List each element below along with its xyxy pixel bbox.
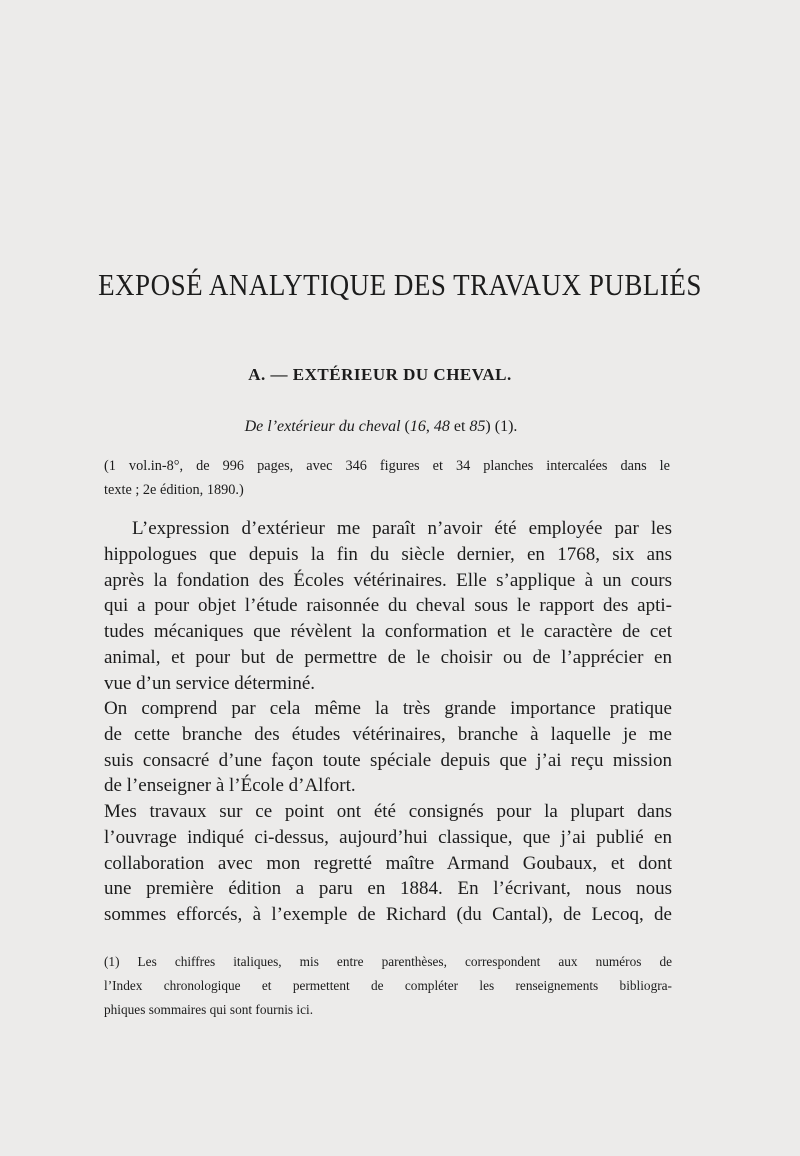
- text-line: sommes efforcés, à l’exemple de Richard (du Cantal), de Lecoq, de: [104, 904, 672, 926]
- text-line: On comprend par cela même la très grande importance pratique: [104, 698, 672, 719]
- footnote: [104, 950, 672, 1022]
- ref-number: 48: [433, 418, 450, 435]
- text-line: L’expression d’extérieur me paraît n’avoir été employée par les: [132, 518, 672, 539]
- text-line: qui a pour objet l’étude raisonnée du cheval sous le rapport des apti-: [104, 595, 672, 617]
- footnote-line: l’Index chronologique et permettent de compléter les renseignements bibliogra-: [104, 978, 672, 993]
- text-line: Mes travaux sur ce point ont été consignés pour la plupart dans: [104, 801, 672, 822]
- work-title-text: De l’extérieur du cheval: [244, 418, 401, 435]
- text-line: l’ouvrage indiqué ci-dessus, aujourd’hui classique, que j’ai publié en: [104, 826, 672, 848]
- text-line: une première édition a paru en 1884. En l’écrivant, nous nous: [104, 878, 672, 900]
- text-line: collaboration avec mon regretté maître Armand Goubaux, et dont: [104, 852, 672, 874]
- refs-sep: et: [449, 418, 470, 435]
- text-line: tudes mécaniques que révèlent la conformation et le caractère de cet: [104, 621, 672, 643]
- text-line: de cette branche des études vétérinaires, branche à laquelle je me: [104, 723, 672, 745]
- section-heading: A. — EXTÉRIEUR DU CHEVAL.: [248, 365, 512, 384]
- footnote-line: (1) Les chiffres italiques, mis entre parenthèses, correspondent aux numéros de: [104, 954, 672, 969]
- ref-number: 16: [409, 418, 426, 435]
- refs-close: ) (1).: [485, 418, 518, 435]
- page-title: EXPOSÉ ANALYTIQUE DES TRAVAUX PUBLIÉS: [98, 268, 702, 302]
- text-line: suis consacré d’une façon toute spéciale depuis que j’ai reçu mission: [104, 749, 672, 771]
- paragraph: [104, 799, 672, 928]
- paragraph: [104, 696, 672, 799]
- text-line: vue d’un service déterminé.: [104, 672, 316, 694]
- note-line: texte ; 2e édition, 1890.): [104, 482, 244, 498]
- note-line: (1 vol.in-8°, de 996 pages, avec 346 figures et 34 planches intercalées dans le: [104, 458, 670, 474]
- text-line: après la fondation des Écoles vétérinaires. Elle s’applique à un cours: [104, 569, 672, 591]
- text-line: animal, et pour but de permettre de le choisir ou de l’apprécier en: [104, 646, 672, 668]
- work-title: [0, 418, 762, 436]
- ref-number: 85: [469, 418, 486, 435]
- text-line: de l’enseigner à l’École d’Alfort.: [104, 775, 356, 797]
- refs-sep: ,: [425, 418, 434, 435]
- footnote-line: phiques sommaires qui sont fournis ici.: [104, 1002, 314, 1017]
- text-line: hippologues que depuis la fin du siècle dernier, en 1768, six ans: [104, 543, 672, 565]
- paragraph: [104, 516, 672, 697]
- refs-open: (: [400, 418, 410, 435]
- publication-note: [104, 454, 670, 502]
